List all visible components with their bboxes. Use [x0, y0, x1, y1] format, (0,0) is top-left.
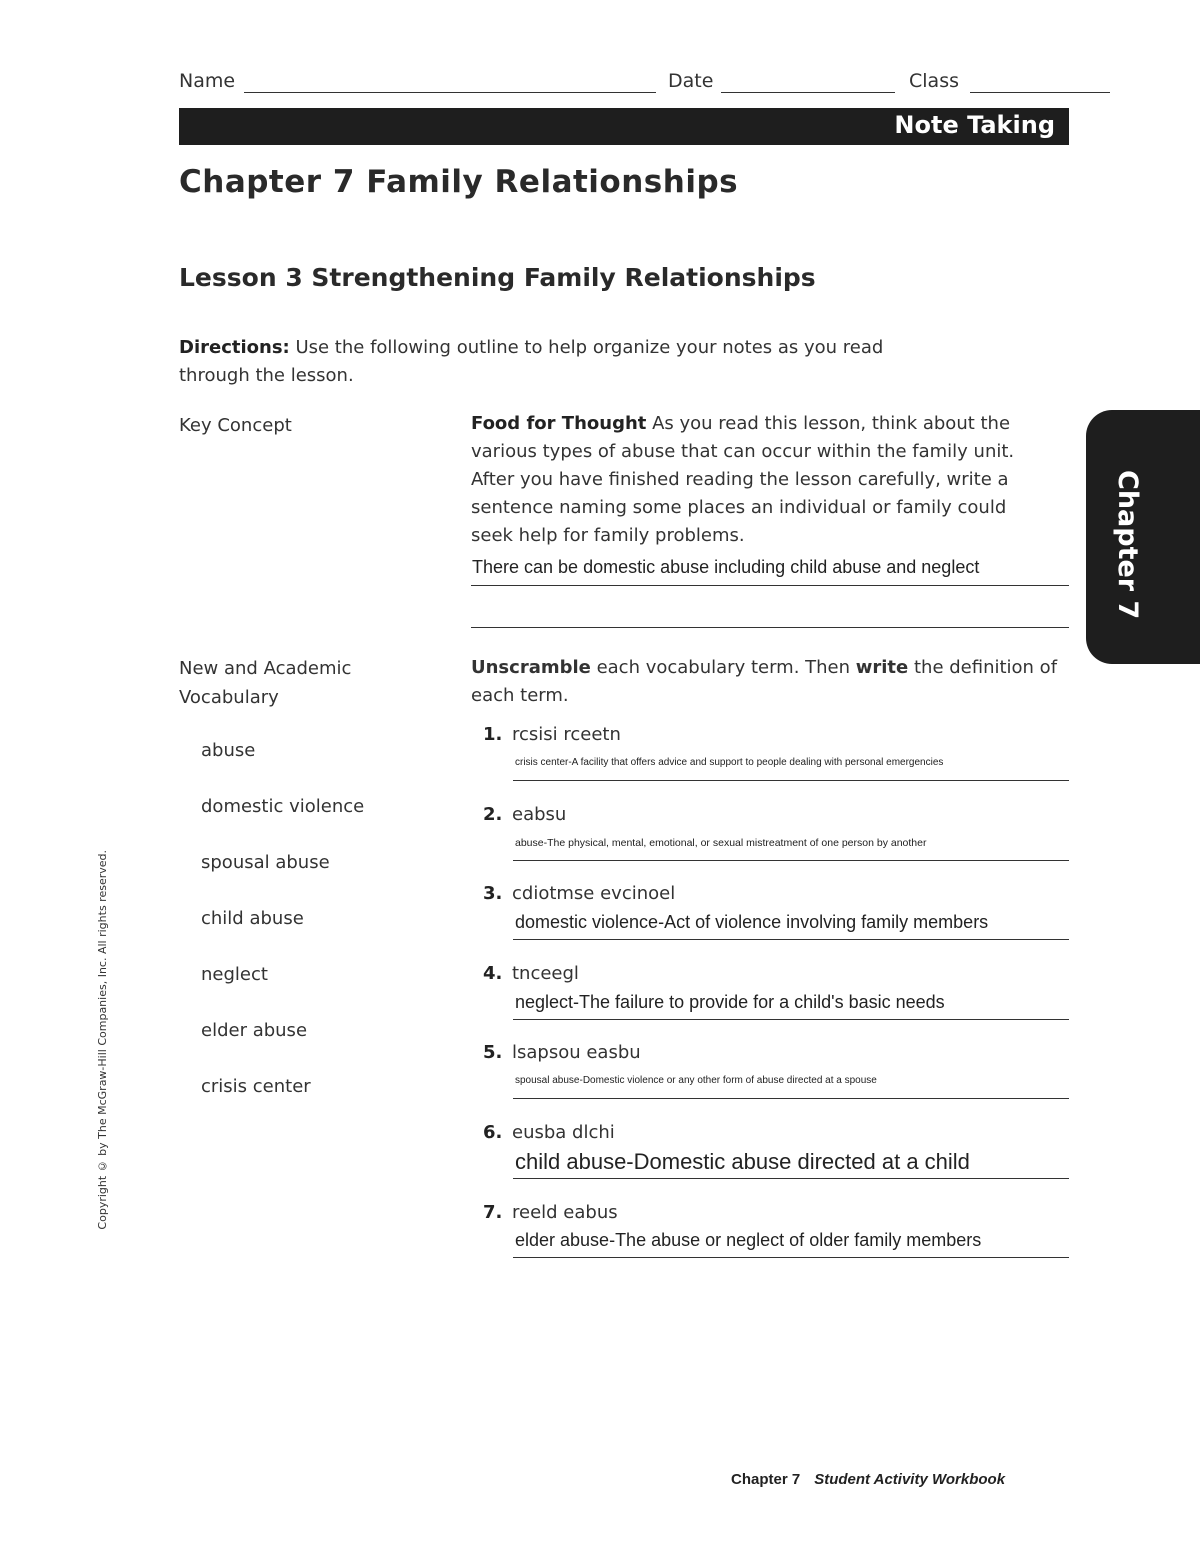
instruction-bold-1: Unscramble	[471, 657, 591, 678]
scrambled-term: reeld eabus	[512, 1202, 618, 1223]
scrambled-term: rcsisi rceetn	[512, 724, 621, 745]
key-concept-answer-line-1	[471, 585, 1069, 586]
answer-line	[513, 939, 1069, 940]
definition-answer[interactable]: child abuse-Domestic abuse directed at a child	[515, 1149, 970, 1174]
answer-line	[513, 1257, 1069, 1258]
vocab-term: crisis center	[201, 1076, 311, 1097]
date-field[interactable]	[721, 92, 895, 93]
item-number: 2.	[483, 804, 503, 825]
vocab-term: domestic violence	[201, 796, 365, 817]
directions-text: Use the following outline to help organize your notes as you read through the lesson.	[179, 337, 884, 386]
vocab-term: abuse	[201, 740, 256, 761]
item-number: 4.	[483, 963, 503, 984]
food-for-thought-text: As you read this lesson, think about the various types of abuse that can occur within the family unit. After you have finished reading the lesson carefully, write a sentence naming some places an individual or family could seek help for family problems.	[471, 413, 1015, 546]
item-number: 7.	[483, 1202, 503, 1223]
vocab-term: elder abuse	[201, 1020, 308, 1041]
instruction-text-1: each vocabulary term. Then	[590, 657, 856, 678]
footer-book-title: Student Activity Workbook	[814, 1471, 1006, 1488]
key-concept-label: Key Concept	[179, 415, 292, 436]
definition-answer[interactable]: spousal abuse-Domestic violence or any other form of abuse directed at a spouse	[515, 1075, 877, 1086]
vocab-term: neglect	[201, 964, 268, 985]
vocabulary-label: New and Academic Vocabulary	[179, 658, 352, 708]
chapter-side-tab-label: Chapter 7	[1112, 470, 1143, 620]
answer-line	[513, 1098, 1069, 1099]
copyright-notice: Copyright © by The McGraw-Hill Companies, Inc. All rights reserved.	[96, 850, 109, 1230]
name-label: Name	[179, 70, 236, 92]
chapter-side-tab	[1086, 410, 1200, 664]
scrambled-term: tnceegl	[512, 963, 579, 984]
item-number: 6.	[483, 1122, 503, 1143]
item-number: 3.	[483, 883, 503, 904]
definition-answer[interactable]: neglect-The failure to provide for a child's basic needs	[515, 992, 945, 1012]
footer-chapter: Chapter 7	[731, 1471, 801, 1488]
vocab-term: spousal abuse	[201, 852, 330, 873]
class-field[interactable]	[970, 92, 1110, 93]
item-number: 5.	[483, 1042, 503, 1063]
scrambled-term: eabsu	[512, 804, 567, 825]
answer-line	[513, 1178, 1069, 1179]
chapter-title: Chapter 7 Family Relationships	[179, 164, 739, 200]
key-concept-answer-line-2	[471, 627, 1069, 628]
scrambled-term: eusba dlchi	[512, 1122, 615, 1143]
key-concept-answer-1[interactable]: There can be domestic abuse including child abuse and neglect	[472, 557, 980, 577]
directions-label: Directions:	[179, 337, 290, 358]
food-for-thought-label: Food for Thought	[471, 413, 647, 434]
item-number: 1.	[483, 724, 503, 745]
lesson-title: Lesson 3 Strengthening Family Relationships	[179, 263, 816, 292]
instruction-bold-2: write	[855, 657, 909, 678]
instruction-text-2: the definition of each term.	[471, 657, 1058, 706]
date-label: Date	[668, 70, 714, 92]
vocabulary-instruction	[471, 654, 1071, 710]
class-label: Class	[909, 70, 959, 92]
scrambled-term: lsapsou easbu	[512, 1042, 641, 1063]
definition-answer[interactable]: elder abuse-The abuse or neglect of older family members	[515, 1230, 982, 1250]
directions	[179, 334, 899, 390]
vocab-term: child abuse	[201, 908, 304, 929]
page-footer	[731, 1471, 1005, 1488]
answer-line	[513, 780, 1069, 781]
definition-answer[interactable]: crisis center-A facility that offers advice and support to people dealing with personal emergencies	[515, 757, 944, 768]
answer-line	[513, 860, 1069, 861]
food-for-thought-prompt	[471, 410, 1051, 550]
name-field[interactable]	[244, 92, 656, 93]
definition-answer[interactable]: domestic violence-Act of violence involving family members	[515, 912, 989, 932]
note-taking-banner	[179, 108, 1069, 145]
scrambled-term: cdiotmse evcinoel	[512, 883, 676, 904]
answer-line	[513, 1019, 1069, 1020]
banner-label: Note Taking	[894, 111, 1055, 139]
definition-answer[interactable]: abuse-The physical, mental, emotional, or sexual mistreatment of one person by another	[515, 837, 927, 849]
